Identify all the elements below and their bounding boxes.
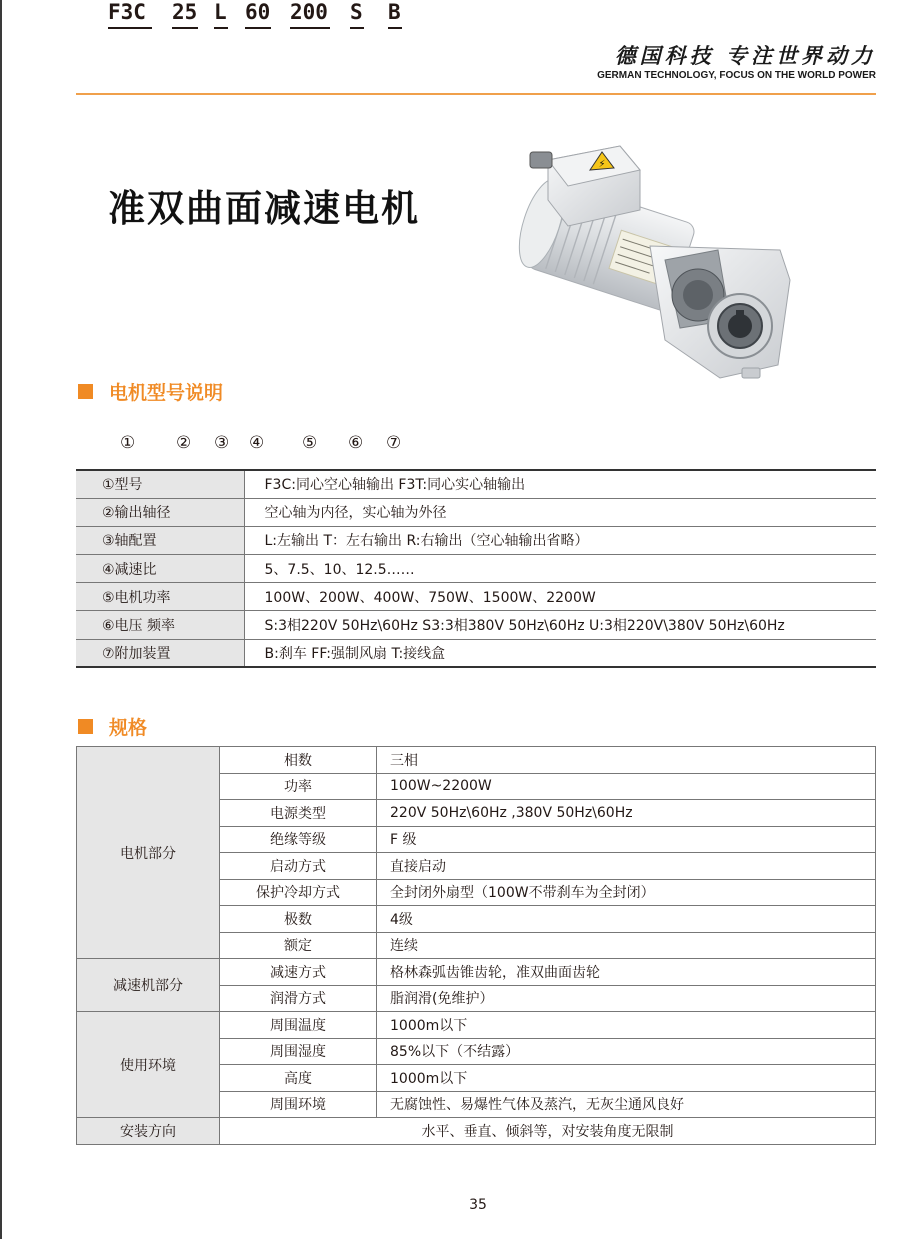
table-row <box>76 498 876 526</box>
spec-value: 4级 <box>377 906 876 933</box>
model-row-label: ⑦附加装置 <box>76 639 244 667</box>
code-seg-5: 200 <box>290 0 328 24</box>
table-row <box>76 555 876 583</box>
model-row-label: ②输出轴径 <box>76 498 244 526</box>
spec-label: 电源类型 <box>220 800 377 827</box>
model-row-value: 100W、200W、400W、750W、1500W、2200W <box>244 583 876 611</box>
code-seg-3: L <box>214 0 227 24</box>
spec-label: 周围温度 <box>220 1012 377 1039</box>
code-underline <box>290 27 330 29</box>
header-divider <box>76 93 876 95</box>
spec-install-value: 水平、垂直、倾斜等，对安装角度无限制 <box>220 1118 876 1145</box>
spec-value: 脂润滑(免维护） <box>377 985 876 1012</box>
code-underline <box>388 27 402 29</box>
section-square-icon <box>78 719 93 734</box>
spec-label: 保护冷却方式 <box>220 879 377 906</box>
code-index-2: ② <box>176 433 192 453</box>
spec-label: 润滑方式 <box>220 985 377 1012</box>
spec-group-label: 使用环境 <box>77 1012 220 1118</box>
spec-group-label: 减速机部分 <box>77 959 220 1012</box>
svg-text:⚡: ⚡ <box>598 159 606 170</box>
spec-label: 周围湿度 <box>220 1038 377 1065</box>
spec-label: 相数 <box>220 747 377 774</box>
section-square-icon <box>78 384 93 399</box>
page-edge <box>0 0 2 1239</box>
spec-value: F 级 <box>377 826 876 853</box>
spec-value: 直接启动 <box>377 853 876 880</box>
code-seg-7: B <box>388 0 401 24</box>
model-row-value: L:左输出 T：左右输出 R:右输出（空心轴输出省略） <box>244 526 876 554</box>
spec-table <box>76 746 876 1145</box>
model-table <box>76 469 876 668</box>
code-seg-1: F3C <box>108 0 146 24</box>
spec-value: 全封闭外扇型（100W不带刹车为全封闭） <box>377 879 876 906</box>
table-row <box>77 1118 876 1145</box>
header-brand <box>597 44 876 81</box>
code-underline <box>350 27 364 29</box>
spec-label: 减速方式 <box>220 959 377 986</box>
spec-label: 启动方式 <box>220 853 377 880</box>
model-row-value: 5、7.5、10、12.5…… <box>244 555 876 583</box>
code-index-6: ⑥ <box>348 433 364 453</box>
spec-label: 极数 <box>220 906 377 933</box>
brand-slogan-cn: 德国科技 专注世界动力 <box>614 43 876 68</box>
code-seg-2: 25 <box>172 0 198 24</box>
brand-slogan-en: GERMAN TECHNOLOGY, FOCUS ON THE WORLD POWER <box>597 70 876 81</box>
code-index-4: ④ <box>249 433 265 453</box>
spec-label: 功率 <box>220 773 377 800</box>
model-row-label: ③轴配置 <box>76 526 244 554</box>
code-underline <box>172 27 198 29</box>
code-index-7: ⑦ <box>386 433 402 453</box>
spec-value: 无腐蚀性、易爆性气体及蒸汽，无灰尘通风良好 <box>377 1091 876 1118</box>
code-underline <box>214 27 228 29</box>
spec-value: 连续 <box>377 932 876 959</box>
model-row-value: F3C:同心空心轴输出 F3T:同心实心轴输出 <box>244 470 876 498</box>
table-row <box>76 470 876 498</box>
table-row <box>76 611 876 639</box>
model-row-label: ①型号 <box>76 470 244 498</box>
spec-group-label: 电机部分 <box>77 747 220 959</box>
table-row <box>76 526 876 554</box>
spec-label: 绝缘等级 <box>220 826 377 853</box>
spec-label: 高度 <box>220 1065 377 1092</box>
model-row-label: ④减速比 <box>76 555 244 583</box>
spec-value: 100W~2200W <box>377 773 876 800</box>
page-title: 准双曲面减速电机 <box>108 187 420 230</box>
code-index-3: ③ <box>214 433 230 453</box>
spec-value: 1000m以下 <box>377 1065 876 1092</box>
model-row-value: S:3相220V 50Hz\60Hz S3:3相380V 50Hz\60Hz U:3相220V\380V 50Hz\60Hz <box>244 611 876 639</box>
section-spec-title: 规格 <box>109 717 148 739</box>
spec-install-label: 安装方向 <box>77 1118 220 1145</box>
table-row <box>76 639 876 667</box>
model-row-value: B:刹车 FF:强制风扇 T:接线盒 <box>244 639 876 667</box>
model-row-label: ⑥电压 频率 <box>76 611 244 639</box>
section-model-head <box>78 378 223 405</box>
code-index-5: ⑤ <box>302 433 318 453</box>
code-seg-4: 60 <box>245 0 271 24</box>
spec-value: 85%以下（不结露） <box>377 1038 876 1065</box>
code-underline <box>245 27 271 29</box>
table-row <box>77 959 876 986</box>
code-index-1: ① <box>120 433 136 453</box>
model-row-value: 空心轴为内径，实心轴为外径 <box>244 498 876 526</box>
model-row-label: ⑤电机功率 <box>76 583 244 611</box>
table-row <box>77 1012 876 1039</box>
code-underline <box>108 27 152 29</box>
spec-value: 220V 50Hz\60Hz ,380V 50Hz\60Hz <box>377 800 876 827</box>
table-row <box>77 747 876 774</box>
spec-label: 周围环境 <box>220 1091 377 1118</box>
section-spec-head <box>78 713 147 740</box>
spec-label: 额定 <box>220 932 377 959</box>
table-row <box>76 583 876 611</box>
code-seg-6: S <box>350 0 363 24</box>
spec-value: 格林森弧齿锥齿轮，准双曲面齿轮 <box>377 959 876 986</box>
page-number: 35 <box>469 1197 487 1213</box>
section-model-title: 电机型号说明 <box>109 382 224 404</box>
gear-motor-photo <box>490 130 830 390</box>
spec-value: 三相 <box>377 747 876 774</box>
spec-value: 1000m以下 <box>377 1012 876 1039</box>
